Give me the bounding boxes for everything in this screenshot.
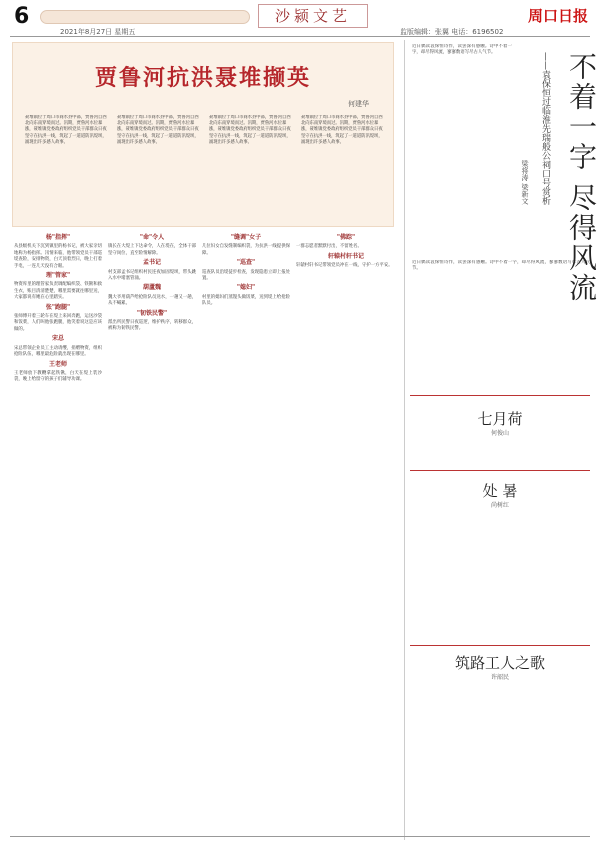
section-title: 沙颍文艺 [258,4,368,28]
feature-author: 何建华 [348,100,369,108]
subhead: 葫蘆魏 [142,284,161,292]
paragraph: 村支部孟书记组织村民连夜加固堤坝，带头跳入水中堵塞管涌。 [108,269,196,282]
poem-author: 尚树红 [490,502,509,509]
subhead: 轩辕村轩书记 [327,252,364,260]
footer-rule [10,836,590,837]
essay-title: 不着一字 尽得风流 [565,52,598,303]
paragraph: 派出所民警日夜巡逻，维护秩序，转移群众，被称为韧铁民警。 [108,320,196,332]
subhead: "缝调"女子 [230,234,262,241]
poem-title: 筑路工人之歌 [454,654,545,672]
essay-subtitle: ——袁保恒过临淮先瑞般公祠口号赏析 [540,52,550,205]
paragraph: 村里的媳妇们蒸馒头做饭菜，送到堤上给抢险队员。 [202,294,290,307]
essay-body-cont: 近日偶读袁保恒诗作，读罢深有感触。诗中不着一字，却尽得风流，寥寥数语写尽古人气节。 [412,260,590,272]
subhead: 张"跑腿" [45,303,71,311]
subhead: 孟书记 [142,259,161,267]
paragraph: 几位妇女自发缝制编织袋，为抗洪一线提供保障。 [202,244,290,256]
header-rule [10,36,590,37]
paragraph: 一群志愿者默默付出，不留姓名。 [296,244,362,250]
poem-title: 处 暑 [482,482,518,500]
page-number: 6 [14,4,30,29]
newspaper-logo: 周口日报 [527,7,588,25]
poem-author: 许韶民 [490,674,509,681]
paragraph: 王老师放下教鞭拿起铁锹，白天在堤上装沙袋，晚上给留守的孩子们辅导功课。 [14,370,102,383]
date-bar [40,10,250,24]
page-header [0,0,600,38]
subhead: "命"令人 [139,234,165,241]
poem-author: 何俊山 [490,430,509,437]
intro-col: 聂堆镇位于周口市商水县中部，贾鲁河自西北向东南穿境而过。汛期，贾鲁河水位暴涨，聂堆镇党委政府组织党员干部群众日夜坚守在抗洪一线，筑起了一道道防汛堤坝，涌现出许多感人故事。 [209,115,291,145]
subhead: 杨"指挥" [45,234,71,241]
intro-col: 聂堆镇位于周口市商水县中部，贾鲁河自西北向东南穿境而过。汛期，贾鲁河水位暴涨，聂堆镇党委政府组织党员干部群众日夜坚守在抗洪一线，筑起了一道道防汛堤坝，涌现出许多感人故事。 [301,115,383,145]
subhead: 王老师 [48,360,67,368]
article-column [108,232,196,832]
feature-banner [12,42,394,227]
editor-info: 监版编辑：张翼 电话：6196502 [400,28,504,36]
column-divider [404,40,405,840]
article-column [296,232,396,832]
paragraph: 镇长在大堤上下达命令，人在堤在，全体干部坚守岗位，直至险情解除。 [108,244,196,256]
subhead: "巡查" [236,259,256,267]
essay-author: 梁将涛 梁新文 [521,160,529,205]
essay-body: 近日偶读袁保恒诗作，读罢深有感触。诗中不着一字，却尽得风流，寥寥数语写尽古人气节。 [412,44,512,56]
subhead: 理"管家" [45,272,71,280]
subhead: "媳妇" [236,284,256,292]
paragraph: 物资库里的理管家负责调配编织袋、铁锹和救生衣，账目清清楚楚，哪里需要就往哪里送，大家都说有她在心里踏实。 [14,282,102,301]
paragraph: 魏大爷用葫芦给抢险队员送水，一趟又一趟，从不喊累。 [108,294,196,307]
subhead: "韧铁民警" [136,309,168,317]
article-column [202,232,290,832]
feature-intro [25,115,385,215]
poem-title: 七月荷 [477,410,523,428]
poem-divider [410,645,590,646]
poem-divider [410,395,590,396]
issue-date: 2021年8月27日 星期五 [60,28,136,36]
subhead: 宋总 [51,335,64,343]
paragraph: 轩辕村轩书记带领党员冲在一线，守护一方平安。 [296,263,393,269]
paragraph: 张师傅开着三轮车在堤上来回奔跑，运送沙袋和饭菜，人们叫他张跑腿，他笑着说这是应该做的。 [14,314,102,332]
feature-title: 贾鲁河抗洪聂堆撷英 [94,65,311,91]
intro-col: 聂堆镇位于周口市商水县中部，贾鲁河自西北向东南穿境而过。汛期，贾鲁河水位暴涨，聂堆镇党委政府组织党员干部群众日夜坚守在抗洪一线，筑起了一道道防汛堤坝，涌现出许多感人故事。 [117,115,199,145]
paragraph: 巡查队员沿堤徒步检查，发现隐患立即上报处置。 [202,269,290,282]
article-column [14,232,102,832]
poem-divider [410,470,590,471]
paragraph: 从县级机关下沉到镇里的杨书记，被大家亲切地称为杨指挥。汛情来临，他带领党员干部巡堤查险，安排物资，白天顶着烈日，晚上打着手电，一连几天没有合眼。 [14,244,102,269]
intro-col: 聂堆镇位于周口市商水县中部，贾鲁河自西北向东南穿境而过。汛期，贾鲁河水位暴涨，聂堆镇党委政府组织党员干部群众日夜坚守在抗洪一线，筑起了一道道防汛堤坝，涌现出许多感人故事。 [25,115,107,145]
paragraph: 宋总带领企业员工主动请缨，捐赠物资，组织抢险队伍，哪里最危险就出现在哪里。 [14,345,102,358]
subhead: "佛踪" [336,234,356,241]
